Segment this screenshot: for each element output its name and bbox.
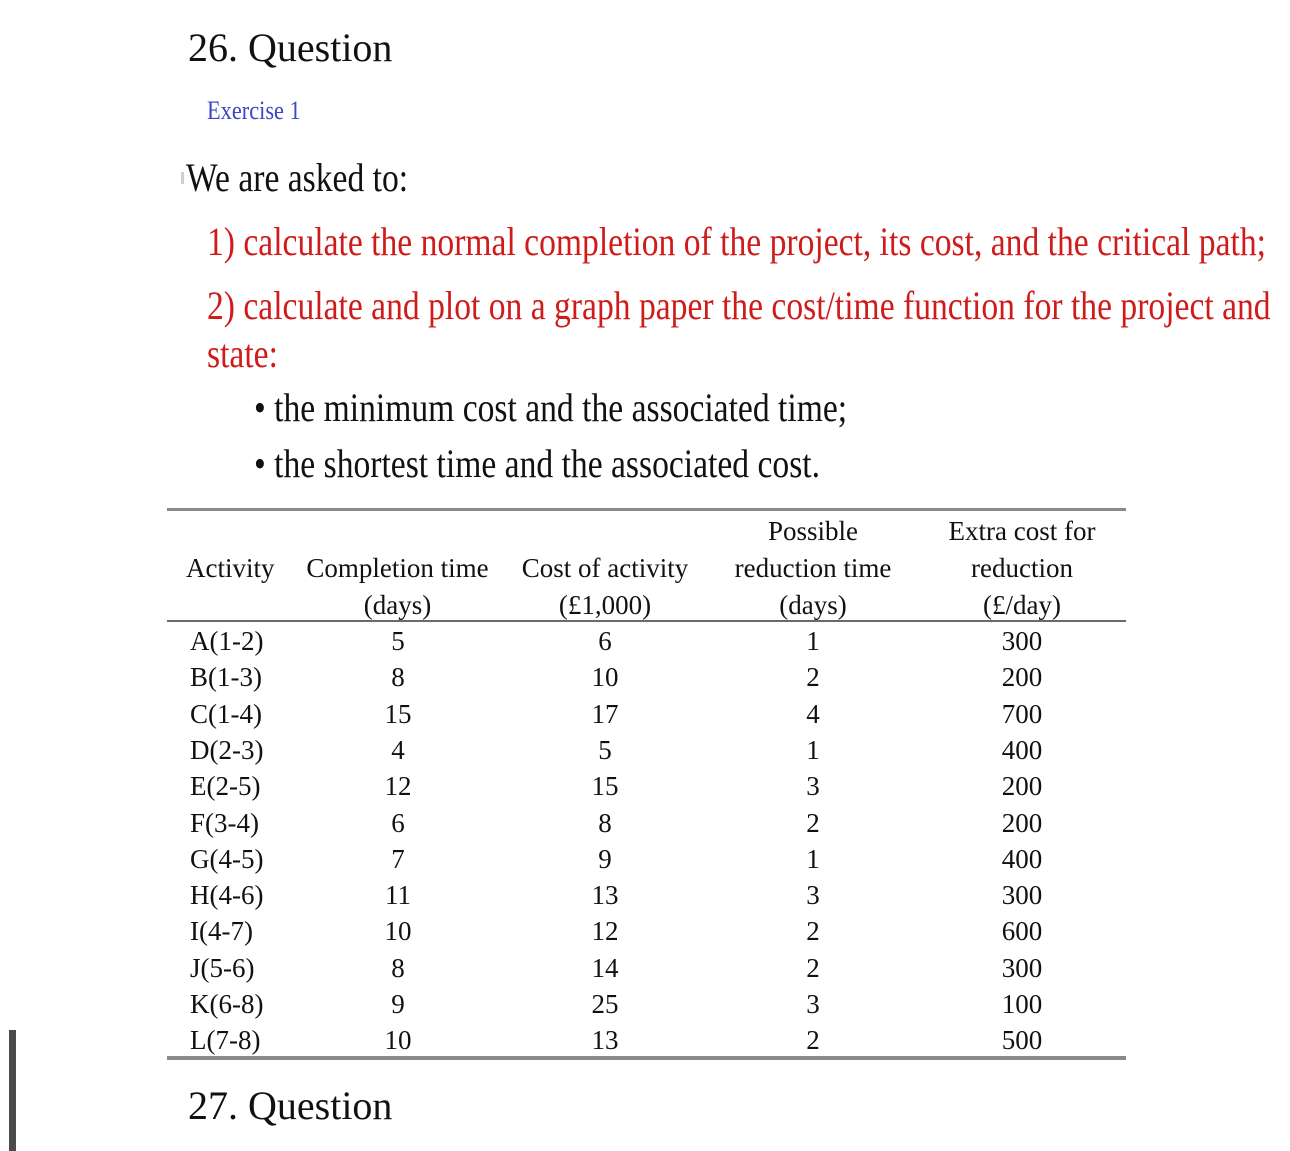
cell-cost: 13: [591, 1025, 619, 1056]
text-cursor-mark: [181, 172, 184, 184]
header-reduction-line-3: (days): [779, 590, 847, 620]
cell-extra: 200: [1001, 771, 1043, 802]
cell-activity: I(4-7): [190, 916, 253, 947]
cell-extra: 300: [1001, 952, 1043, 983]
header-activity: [186, 550, 275, 587]
scroll-indicator: [9, 1030, 16, 1151]
intro-text: We are asked to:: [186, 155, 409, 200]
cell-reduction: 1: [806, 734, 820, 765]
cell-extra: 200: [1001, 662, 1043, 693]
cell-reduction: 2: [806, 807, 820, 838]
cell-reduction: 2: [806, 662, 820, 693]
cell-reduction: 2: [806, 1025, 820, 1056]
header-activity-line: Activity: [186, 553, 275, 583]
cell-activity: B(1-3): [190, 662, 262, 693]
task-2-line-1: 2) calculate and plot on a graph paper the cost/time function for the project and: [207, 283, 1271, 328]
cell-extra: 200: [1001, 807, 1043, 838]
cell-cost: 17: [591, 698, 619, 729]
cell-cost: 9: [598, 843, 612, 874]
cell-activity: H(4-6): [190, 880, 264, 911]
cell-completion: 7: [391, 843, 405, 874]
cell-reduction: 1: [806, 626, 820, 656]
header-completion-line-2: (days): [363, 590, 432, 620]
header-extra-cost: [937, 513, 1107, 624]
cell-completion: 12: [384, 771, 412, 802]
cell-cost: 13: [591, 880, 619, 911]
cell-activity: A(1-2): [190, 626, 264, 656]
task-2-line-2: state:: [207, 331, 278, 376]
cell-extra: 500: [1001, 1025, 1043, 1056]
header-cost-line-2: (£1,000): [558, 590, 652, 620]
cell-reduction: 3: [806, 880, 820, 911]
task-1: 1) calculate the normal completion of the project, its cost, and the critical path;: [207, 219, 1266, 264]
cell-activity: J(5-6): [190, 952, 255, 983]
cell-cost: 25: [591, 989, 619, 1019]
cell-completion: 8: [391, 952, 405, 983]
cell-cost: 5: [598, 734, 612, 765]
cell-extra: 700: [1001, 698, 1043, 729]
cell-activity: L(7-8): [190, 1025, 261, 1056]
header-reduction-line-1: Possible: [767, 516, 859, 546]
header-cost-line-1: Cost of activity: [521, 553, 689, 583]
table-header-rule: [167, 620, 1126, 622]
header-reduction-line-2: reduction time: [734, 553, 892, 583]
table-bottom-rule: [167, 1056, 1126, 1060]
cell-activity: K(6-8): [190, 989, 264, 1019]
header-cost: [515, 550, 695, 624]
cell-completion: 5: [391, 626, 405, 656]
cell-reduction: 3: [806, 771, 820, 802]
question-26-title: 26. Question: [188, 25, 393, 70]
cell-completion: 4: [391, 734, 405, 765]
cell-completion: 8: [391, 662, 405, 693]
cell-extra: 100: [1001, 989, 1043, 1019]
cell-completion: 9: [391, 989, 405, 1019]
cell-reduction: 2: [806, 952, 820, 983]
cell-completion: 11: [385, 880, 411, 911]
table-top-rule: [167, 508, 1126, 511]
cell-activity: E(2-5): [190, 771, 261, 802]
cell-activity: G(4-5): [190, 843, 264, 874]
cell-cost: 8: [598, 807, 612, 838]
cell-extra: 600: [1001, 916, 1043, 947]
cell-cost: 12: [591, 916, 619, 947]
cell-activity: F(3-4): [190, 807, 259, 838]
cell-completion: 6: [391, 807, 405, 838]
cell-cost: 6: [598, 626, 612, 656]
cell-extra: 400: [1001, 734, 1043, 765]
cell-activity: C(1-4): [190, 698, 262, 729]
cell-reduction: 2: [806, 916, 820, 947]
cell-completion: 15: [384, 698, 412, 729]
question-27-title: 27. Question: [188, 1083, 393, 1128]
header-extra-line-3: (£/day): [983, 590, 1061, 620]
cell-activity: D(2-3): [190, 734, 264, 765]
header-completion: [300, 550, 495, 624]
header-extra-line-2: reduction: [971, 553, 1073, 583]
cell-extra: 400: [1001, 843, 1043, 874]
bullet-shortest-time: • the shortest time and the associated cost.: [254, 441, 821, 486]
cell-reduction: 1: [806, 843, 820, 874]
cell-extra: 300: [1001, 626, 1043, 656]
cell-extra: 300: [1001, 880, 1043, 911]
header-completion-line-1: Completion time: [306, 553, 489, 583]
cell-cost: 14: [591, 952, 619, 983]
header-reduction: [723, 513, 903, 624]
cell-reduction: 3: [806, 989, 820, 1019]
header-extra-line-1: Extra cost for: [948, 516, 1096, 546]
cell-completion: 10: [384, 1025, 412, 1056]
exercise-link[interactable]: Exercise 1: [207, 96, 301, 125]
bullet-min-cost: • the minimum cost and the associated time;: [254, 385, 848, 430]
cell-cost: 10: [591, 662, 619, 693]
cell-cost: 15: [591, 771, 619, 802]
cell-reduction: 4: [806, 698, 820, 729]
cell-completion: 10: [384, 916, 412, 947]
